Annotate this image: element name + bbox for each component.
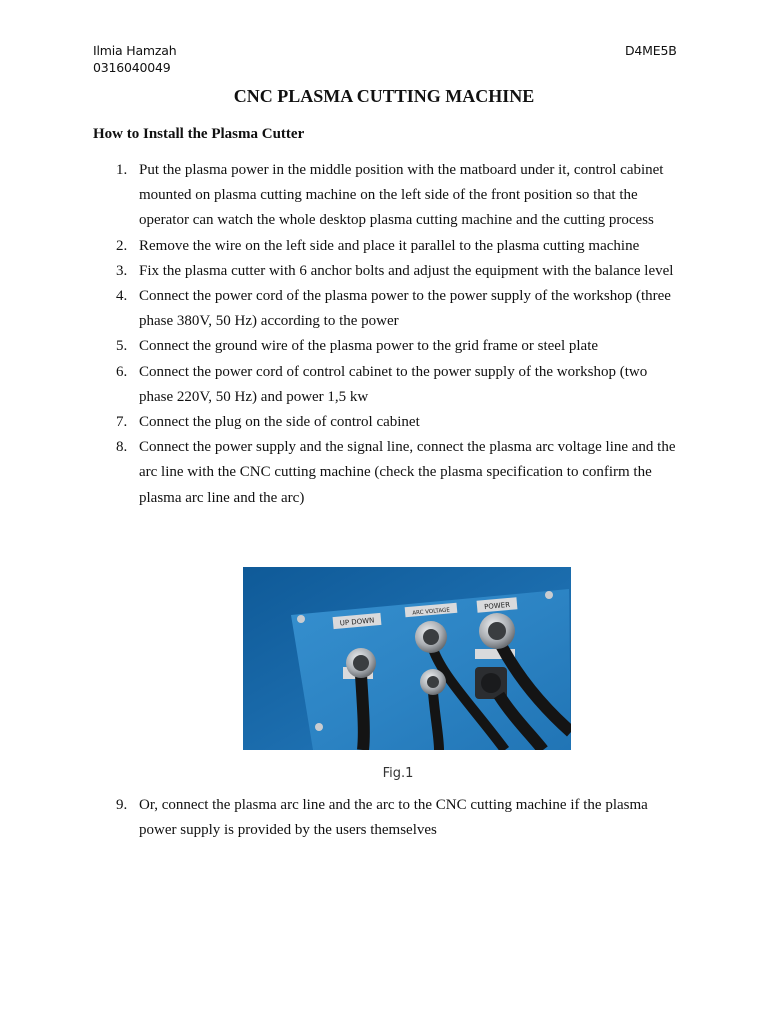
- step-number: 2.: [116, 237, 128, 254]
- install-steps-list-continued: [116, 793, 676, 843]
- step-text: Fix the plasma cutter with 6 anchor bolts and adjust the equipment with the balance level: [139, 262, 674, 279]
- document-title: CNC PLASMA CUTTING MACHINE: [233, 86, 535, 106]
- install-steps-list: [116, 158, 676, 511]
- step-number: 5.: [116, 338, 128, 355]
- step-text: Connect the power cord of control cabinet to the power supply of the workshop (two phase 220V, 50 Hz) and power 1,5 kw: [139, 363, 648, 405]
- list-item: [116, 793, 676, 843]
- list-item: [116, 334, 676, 359]
- step-text: Connect the plug on the side of control cabinet: [139, 414, 420, 431]
- figure-caption: Fig.1: [382, 766, 414, 781]
- list-item: [116, 234, 676, 259]
- label-arc-voltage: ARC VOLTAGE: [412, 607, 451, 617]
- step-number: 3.: [116, 262, 128, 279]
- step-text: Or, connect the plasma arc line and the arc to the CNC cutting machine if the plasma power supply is provided by the users themselves: [139, 797, 648, 839]
- list-item: [116, 158, 676, 234]
- connector-panel-photo: [243, 567, 571, 750]
- author-name: Ilmia Hamzah: [93, 43, 177, 58]
- step-number: 6.: [116, 363, 128, 380]
- step-number: 9.: [116, 797, 128, 813]
- label-up-down: UP DOWN: [339, 616, 375, 628]
- class-code: D4ME5B: [625, 43, 677, 58]
- step-text: Connect the power supply and the signal line, connect the plasma arc voltage line and the arc line with the CNC cutting machine (check the plasma specification to confirm the plasma arc line and the arc): [139, 439, 676, 506]
- student-id: 0316040049: [93, 60, 171, 75]
- list-item: [116, 410, 676, 435]
- list-item: [116, 360, 676, 410]
- label-power: POWER: [483, 600, 511, 612]
- step-number: 4.: [116, 288, 128, 305]
- step-number: 8.: [116, 439, 128, 456]
- step-text: Put the plasma power in the middle position with the matboard under it, control cabinet mounted on plasma cutting machine on the left side of the front position so that the operator can watch the whole desktop plasma cutting machine and the cutting process: [139, 162, 664, 229]
- section-heading: How to Install the Plasma Cutter: [93, 126, 305, 142]
- list-item: [116, 435, 676, 511]
- list-item: [116, 259, 676, 284]
- step-text: Connect the ground wire of the plasma power to the grid frame or steel plate: [139, 338, 599, 355]
- step-text: Remove the wire on the left side and place it parallel to the plasma cutting machine: [139, 237, 640, 254]
- step-number: 7.: [116, 414, 128, 431]
- step-text: Connect the power cord of the plasma power to the power supply of the workshop (three phase 380V, 50 Hz) according to the power: [139, 288, 671, 330]
- list-item: [116, 284, 676, 334]
- step-number: 1.: [116, 162, 128, 178]
